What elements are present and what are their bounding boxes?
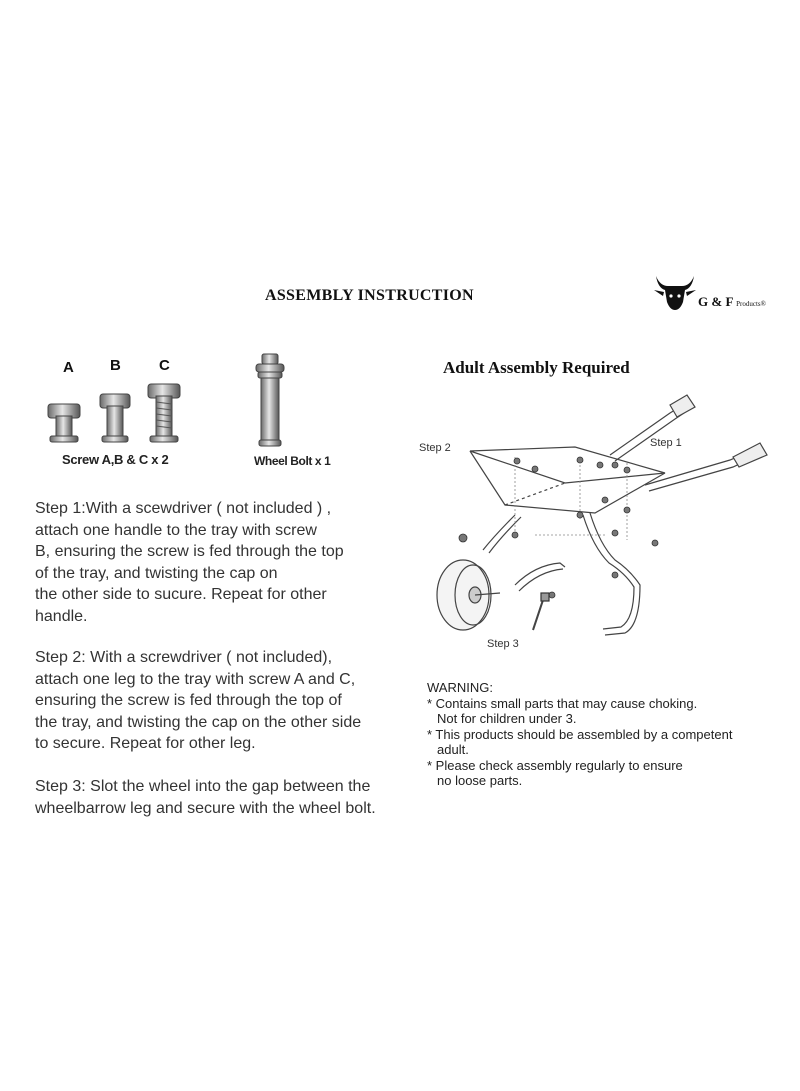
diagram-label-step-1: Step 1 xyxy=(650,437,682,449)
brand-name: G & F xyxy=(698,294,733,309)
warning-line: * This products should be assembled by a competent xyxy=(427,726,733,742)
screw-b-icon xyxy=(100,394,130,442)
wheelbarrow-diagram xyxy=(415,385,785,655)
step-1-text: Step 1:With a scewdriver ( not included ) , attach one handle to the tray with screw B, ensuring the screw is fed through the top of the tray, and twisting the cap on the other side to sucure. Repeat for other handle. xyxy=(35,500,344,625)
screw-label-a: A xyxy=(63,359,74,376)
brand-logo xyxy=(652,272,792,312)
bolt-caption: Wheel Bolt x 1 xyxy=(254,454,331,468)
warning-line: * Please check assembly regularly to ensure xyxy=(427,757,683,773)
screws-illustration xyxy=(40,378,200,448)
screw-a-icon xyxy=(48,404,80,442)
page-title: ASSEMBLY INSTRUCTION xyxy=(265,287,474,304)
warning-block xyxy=(427,680,767,789)
screw-caption: Screw A,B & C x 2 xyxy=(62,452,169,467)
brand-suffix: Products® xyxy=(736,300,766,308)
warning-line: Not for children under 3. xyxy=(437,711,577,726)
diagram-label-step-2: Step 2 xyxy=(419,442,451,454)
wheel-bolt-icon xyxy=(250,350,290,450)
screw-c-icon xyxy=(148,384,180,442)
warning-line: no loose parts. xyxy=(437,773,523,788)
warning-heading: WARNING: xyxy=(427,680,493,695)
step-2-text: Step 2: With a screwdriver ( not included), attach one leg to the tray with screw A and C, ensuring the screw is fed through the top of the tray, and twisting the cap on the other side to secure. Repeat for other leg. xyxy=(35,649,362,752)
bull-head-icon xyxy=(652,272,698,312)
step-3-text: Step 3: Slot the wheel into the gap between the wheelbarrow leg and secure with the wheel bolt. xyxy=(35,778,376,817)
warning-line: * Contains small parts that may cause choking. xyxy=(427,695,698,711)
screw-label-c: C xyxy=(159,357,170,374)
diagram-label-step-3: Step 3 xyxy=(487,638,519,650)
screw-label-b: B xyxy=(110,357,121,374)
warning-line: adult. xyxy=(437,742,469,757)
diagram-title: Adult Assembly Required xyxy=(443,358,630,377)
